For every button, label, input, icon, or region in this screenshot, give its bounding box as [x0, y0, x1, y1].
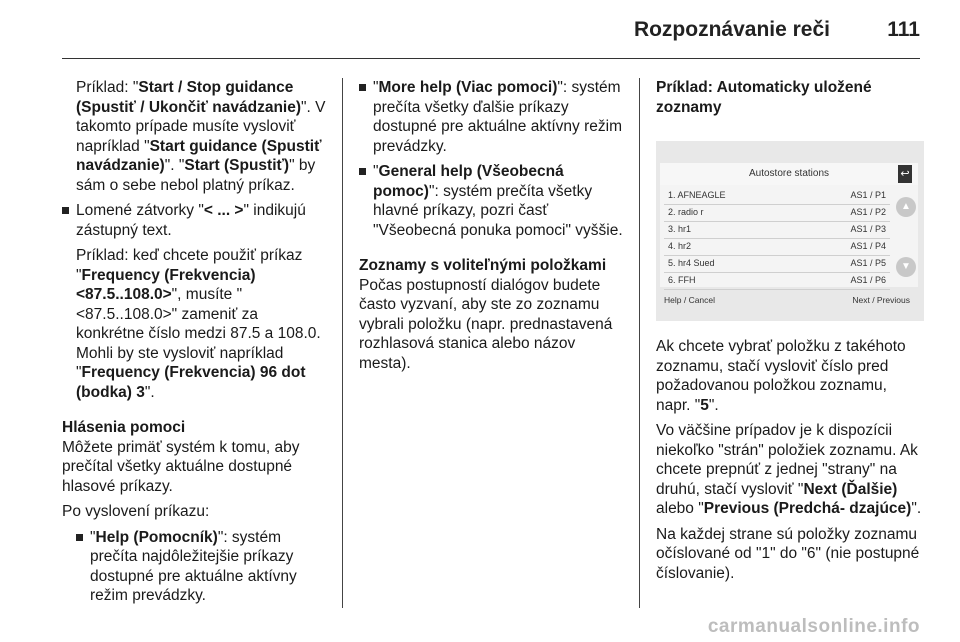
page-header	[0, 0, 960, 62]
column-right	[656, 78, 924, 589]
scroll-up-icon: ▲	[896, 197, 916, 217]
section-heading: Hlásenia pomoci	[62, 419, 186, 436]
list-item: 1. AFNEAGLE AS1 / P1	[664, 187, 890, 205]
page-number: 111	[887, 18, 920, 41]
column-middle	[359, 78, 627, 379]
paragraph: Príklad: keď chcete použiť príkaz "Frequency (Frekvencia) <87.5..108.0>", musíte "<87.5..108.0>" zameniť za konkrétne číslo medzi 87.5 a 108.0. Mohli by ste vysloviť napríklad "Frequency (Frekvencia) 96 dot (bodka) 3".	[76, 247, 321, 401]
list-item: 3. hr1 AS1 / P3	[664, 221, 890, 239]
bullet-item: "General help (Všeobecná pomoc)": systém prečíta všetky hlavné príkazy, pozri časť "Všeobecná ponuka pomoci" vyššie.	[359, 162, 627, 240]
bullet-item: Lomené zátvorky "< ... >" indikujú zástupný text.	[62, 201, 330, 240]
screen-footer: Help / Cancel Next / Previous	[664, 295, 910, 305]
scroll-down-icon: ▼	[896, 257, 916, 277]
column-left	[62, 78, 330, 612]
back-icon: ↩	[898, 165, 912, 183]
list-item: 6. FFH AS1 / P6	[664, 272, 890, 290]
column-divider	[639, 78, 640, 608]
section-heading: Príklad: Automaticky uložené zoznamy	[656, 79, 872, 116]
header-divider	[62, 58, 920, 59]
paragraph: Počas postupností dialógov budete často vyzvaní, aby ste zo zoznamu vybrali položku (napr. prednastavená rozhlasová stanica alebo názov mesta).	[359, 276, 613, 372]
paragraph: Vo väčšine prípadov je k dispozícii niekoľko "strán" položiek zoznamu. Ak chcete prepnúť z jednej "strany" na druhú, stačí vysloviť "Next (Ďalšie) alebo "Previous (Predchá- dzajúce)".	[656, 422, 922, 517]
paragraph: Po vyslovení príkazu:	[62, 503, 210, 520]
list-item: 5. hr4 Sued AS1 / P5	[664, 255, 890, 273]
autostore-screen-image	[656, 141, 924, 321]
list-item: 4. hr2 AS1 / P4	[664, 238, 890, 256]
list-item: 2. radio r AS1 / P2	[664, 204, 890, 222]
paragraph: Môžete primäť systém k tomu, aby prečítal všetky aktuálne dostupné hlasové príkazy.	[62, 438, 300, 495]
screen-title: Autostore stations	[660, 163, 918, 185]
bullet-item: "Help (Pomocník)": systém prečíta najdôležitejšie príkazy dostupné pre aktuálne aktívny režim prevádzky.	[62, 528, 330, 606]
paragraph: Na každej strane sú položky zoznamu očíslované od "1" do "6" (nie postupné číslovanie).	[656, 525, 920, 582]
watermark: carmanualsonline.info	[707, 616, 920, 637]
bullet-item: "More help (Viac pomoci)": systém prečíta všetky ďalšie príkazy dostupné pre aktuálne aktívny režim prevádzky.	[359, 78, 627, 156]
autostore-list-panel	[660, 163, 918, 287]
paragraph: Príklad: "Start / Stop guidance (Spustiť / Ukončiť navádzanie)". V takomto prípade musíte vysloviť napríklad "Start guidance (Spustiť navádzanie)". "Start (Spustiť)" by sám o sebe nebol platný príkaz.	[76, 79, 326, 194]
section-heading: Zoznamy s voliteľnými položkami	[359, 257, 607, 274]
column-divider	[342, 78, 343, 608]
paragraph: Ak chcete vybrať položku z takéhoto zoznamu, stačí vysloviť číslo pred požadovanou položkou zoznamu, napr. "5".	[656, 338, 906, 414]
page-title: Rozpoznávanie reči	[633, 18, 830, 41]
